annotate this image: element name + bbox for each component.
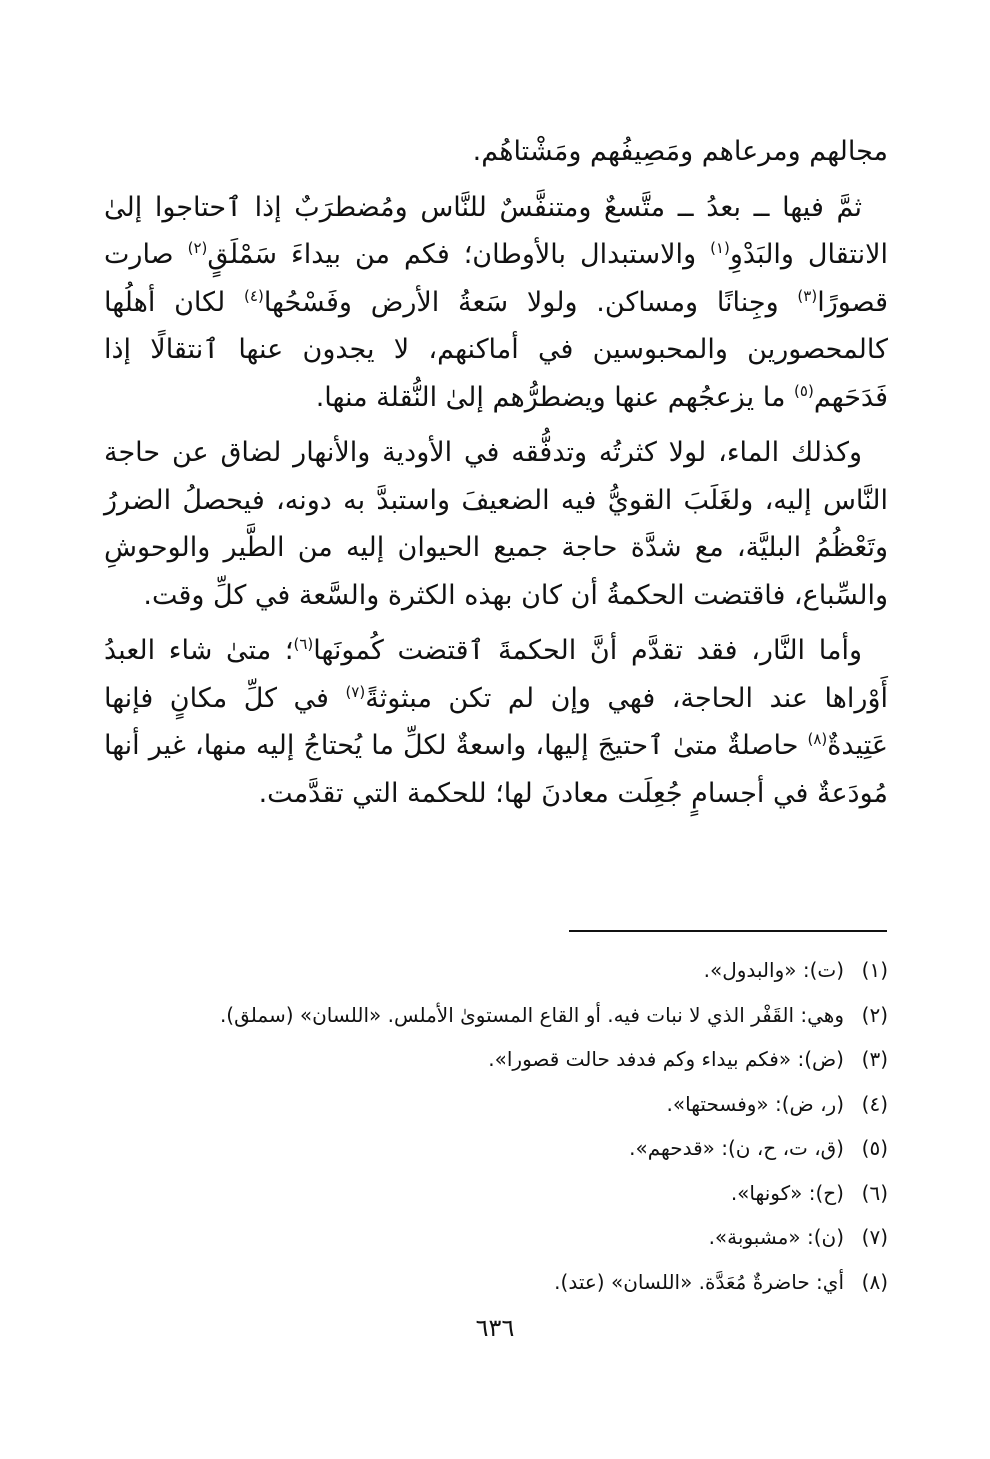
footnote-item	[104, 1171, 888, 1216]
footnote-item	[104, 1260, 888, 1305]
footnote-item	[104, 1082, 888, 1127]
footnote-number: (١)	[861, 958, 888, 982]
paragraph-text: ؛ متىٰ شاء العبدُ أَوْراها عند الحاجة، فهي وإن لم تكن مبثوثةً	[104, 635, 888, 714]
footnote-text: (ح): «كونها».	[730, 1180, 844, 1205]
footnote-separator	[569, 930, 887, 932]
footnote-ref: (٨)	[807, 730, 828, 748]
footnote-ref: (٣)	[797, 286, 818, 305]
footnote-ref: (٢)	[187, 239, 208, 257]
paragraph	[104, 184, 888, 422]
footnote-text: أي: حاضرةٌ مُعَدَّة. «اللسان» (عتد).	[554, 1269, 844, 1294]
footnote-item	[104, 1215, 888, 1260]
footnote-text: (ض): «فكم بيداء وكم فدفد حالت قصورا».	[488, 1047, 844, 1071]
footnotes-list	[104, 948, 888, 1304]
paragraph-text: حاصلةٌ متىٰ ٱحتيجَ إليها، واسعةٌ لكلِّ ما يُحتاجُ إليه منها، غير أنها مُودَعةٌ في أجسامٍ جُعِلَت معادنَ لها؛ للحكمة التي تقدَّمت.	[104, 730, 888, 809]
footnote-ref: (٤)	[244, 286, 264, 305]
paragraph-text: في كلِّ مكانٍ فإنها عَتِيدةٌ	[104, 682, 888, 761]
paragraph-text: وأما النَّار، فقد تقدَّم أنَّ الحكمةَ ٱقتضت كُمونَها	[313, 635, 862, 666]
footnote-item	[104, 948, 888, 993]
paragraph	[104, 128, 888, 176]
paragraph	[104, 429, 888, 619]
paragraph-text: ثمَّ فيها ــ بعدُ ــ متَّسعٌ ومتنفَّسٌ للنَّاس ومُضطرَبٌ إذا ٱحتاجوا إلىٰ الانتقال والبَدْوِ	[104, 191, 888, 270]
footnote-number: (٣)	[861, 1047, 888, 1071]
footnote-item	[104, 993, 888, 1038]
footnote-item	[104, 1126, 888, 1171]
paragraph-text: ما يزعجُهم عنها ويضطرُّهم إلىٰ النُّقلة منها.	[315, 381, 795, 413]
paragraph-text: مجالهم ومرعاهم ومَصِيفُهم ومَشْتاهُم.	[472, 136, 888, 167]
paragraph-text: صارت قصورًا	[104, 239, 888, 318]
footnote-item	[104, 1037, 888, 1082]
footnote-ref: (٥)	[794, 381, 814, 400]
paragraph-text: وجِنانًا ومساكن. ولولا سَعةُ الأرض وفَسْحُها	[263, 286, 798, 318]
footnote-number: (٢)	[861, 1002, 888, 1027]
footnote-text: (ر، ض): «وفسحتها».	[666, 1091, 844, 1116]
main-text	[104, 128, 888, 825]
footnote-text: (ق، ت، ح، ن): «قدحهم».	[629, 1136, 844, 1160]
footnote-ref: (١)	[710, 239, 730, 257]
footnote-ref: (٦)	[293, 635, 314, 653]
footnote-number: (٥)	[861, 1136, 888, 1160]
paragraph-text: لكان أهلُها كالمحصورين والمحبوسين في أماكنهم، لا يجدون عنها ٱنتقالًا إذا فَدَحَهم	[104, 286, 888, 413]
footnote-number: (٨)	[861, 1269, 888, 1294]
footnote-text: وهي: القَفْر الذي لا نبات فيه. أو القاع المستوىٰ الأملس. «اللسان» (سملق).	[219, 1002, 844, 1027]
paragraph-text: وكذلك الماء، لولا كثرتُه وتدفُّقه في الأودية والأنهار لضاق عن حاجة النَّاس إليه، ولغَلَبَ القويُّ فيه الضعيفَ واستبدَّ به دونه، فيحصلُ الضررُ وتَعْظُمُ البليَّة، مع شدَّة حاجة جميع الحيوان إليه من الطَّير والوحوشِ والسِّباع، فاقتضت الحكمةُ أن كان بهذه الكثرة والسَّعة في كلِّ وقت.	[104, 437, 888, 611]
footnote-ref: (٧)	[345, 682, 366, 701]
footnote-number: (٤)	[861, 1091, 888, 1116]
footnote-number: (٦)	[861, 1180, 888, 1205]
paragraph-text: والاستبدال بالأوطان؛ فكم من بيداءَ سَمْلَقٍ	[207, 239, 711, 270]
footnote-text: (ن): «مشبوبة».	[708, 1225, 844, 1249]
footnote-number: (٧)	[861, 1225, 888, 1249]
page-number: ٦٣٦	[475, 1314, 515, 1342]
paragraph	[104, 627, 888, 817]
footnote-text: (ت): «والبدول».	[703, 958, 844, 982]
